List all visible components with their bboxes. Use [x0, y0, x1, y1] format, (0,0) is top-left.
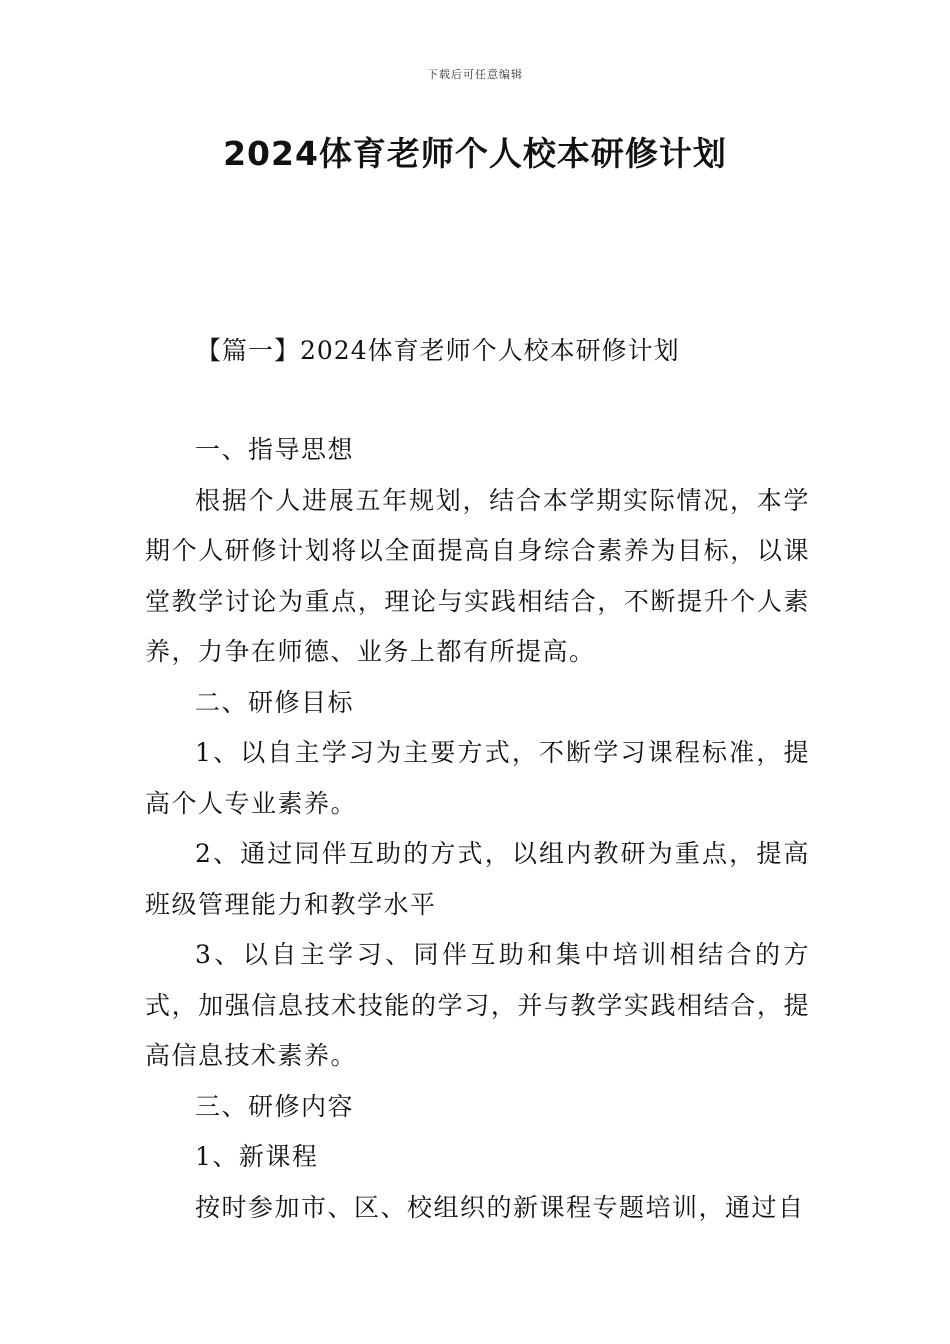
document-title: 2024体育老师个人校本研修计划 [223, 134, 727, 173]
paragraph-goal-2: 2、通过同伴互助的方式，以组内教研为重点，提高班级管理能力和教学水平 [145, 839, 810, 919]
paragraph-content-1: 按时参加市、区、校组织的新课程专题培训，通过自 [195, 1192, 805, 1222]
header-note: 下载后可任意编辑 [427, 68, 523, 81]
document-body [145, 425, 810, 1233]
paragraph-content-1-heading: 1、新课程 [195, 1142, 319, 1171]
paragraph-heading-goals: 二、研修目标 [195, 687, 355, 717]
paragraph-heading-content: 三、研修内容 [195, 1091, 355, 1121]
section-heading: 【篇一】2024体育老师个人校本研修计划 [196, 336, 680, 365]
paragraph-goal-3: 3、以自主学习、同伴互助和集中培训相结合的方式，加强信息技术技能的学习，并与教学实践相结合，提高信息技术素养。 [145, 940, 810, 1070]
paragraph-heading-guiding-thought: 一、指导思想 [195, 435, 355, 464]
paragraph-goal-1: 1、以自主学习为主要方式，不断学习课程标准，提高个人专业素养。 [145, 738, 810, 818]
paragraph-guiding-thought: 根据个人进展五年规划，结合本学期实际情况，本学期个人研修计划将以全面提高自身综合素养为目标，以课堂教学讨论为重点，理论与实践相结合，不断提升个人素养，力争在师德、业务上都有所提高。 [145, 485, 810, 666]
